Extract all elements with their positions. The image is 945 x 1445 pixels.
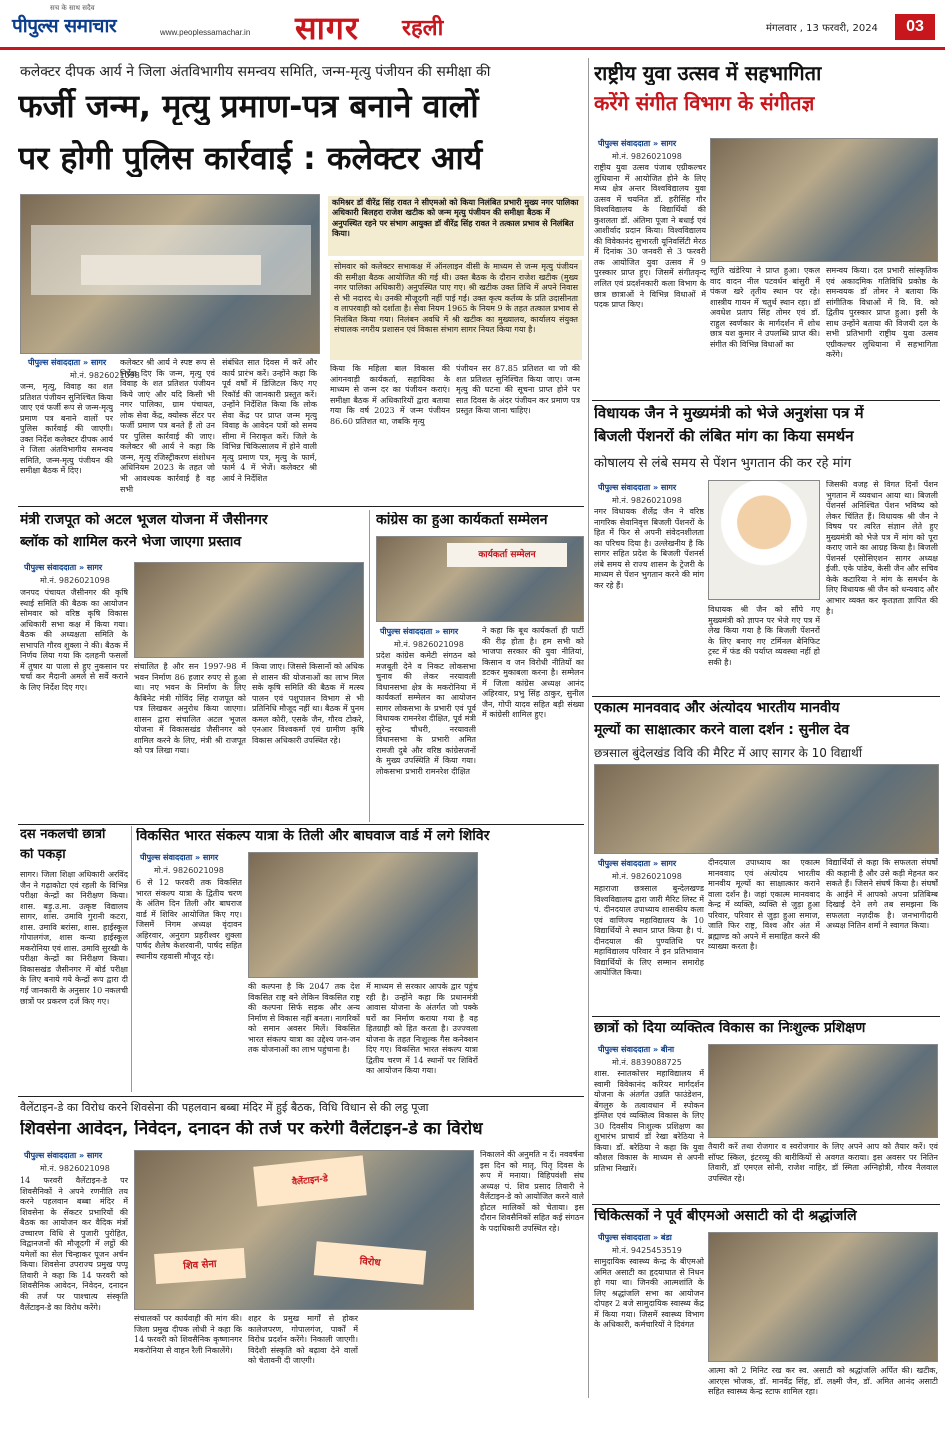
- congress-mobile: मो.नं. 9826021098: [394, 640, 464, 649]
- pension-body-col-2: विधायक श्री जैन को सौंपे गए मुख्यमंत्री को ज्ञापन पर भेजे गए पत्र में लेख किया गया है कि बिजली पेंशनरों के लिए बनाए गए टर्मिनल बेनिफिट ट्रस्ट में फंड की पर्याप्त व्यवस्था नहीं हो सकी है।: [708, 605, 820, 667]
- training-headline: छात्रों को दिया व्यक्तित्व विकास का निःशुल्क प्रशिक्षण: [594, 1020, 866, 1036]
- ekatm-felicitation-photo: [594, 764, 939, 854]
- pension-headline-2: बिजली पेंशनरों की लंबित मांग का किया समर्थन: [594, 428, 854, 445]
- section-divider: [18, 824, 584, 825]
- atal-body-col-2: संचालित है और सन 1997-98 में भवन निर्माण 86 हजार रुपए से हुआ था। नए भवन के निर्माण के लिए कैबिनेट मंत्री गोविंद सिंह राजपूत को पत्र लिखकर अनुरोध किया जाएगा। शासन द्वारा संचालित अटल भूजल योजना में विकासखंड जैसीनगर को शामिल करने के लिए, मंत्री श्री राजपूत को पत्र लिखा गया।: [134, 662, 246, 756]
- viksit-byline: पीपुल्स संवाददाता » सागर: [140, 853, 219, 862]
- youth-body-col-3: समन्वय किया। दल प्रभारी सांस्कृतिक एवं अकादमिक गतिविधि प्रकोष्ठ के समन्वयक डॉ तोमर ने बताया कि सांगीतिक विधाओं में वि. वि. को द्वितीय पुरस्कार प्राप्त हुआ। इसी के साथ उन्होंने बताया की विजयी दल के सभी प्रतिभागी राष्ट्रीय युवा उत्सव एग्रीकल्चर लुधियाना में सहभागिता करेंगे।: [826, 266, 938, 360]
- lead-meeting-photo: [20, 194, 320, 354]
- lead-body-col-5: किया कि महिला बाल विकास की आंगनवाड़ी कार्यकर्ता, सहायिका के माध्यम से जन्म दर का पंजीयन कराएं। समीक्षा बैठक में अधिकारियों द्वारा बताया गया कि वर्ष 2023 में जन्म पंजीयन 86.60 प्रतिशत था, जबकि मृत्यु: [330, 364, 450, 426]
- ekatm-headline-1: एकात्म मानववाद और अंत्योदय भारतीय मानवीय: [594, 700, 840, 716]
- congress-headline: कांग्रेस का हुआ कार्यकर्ता सम्मेलन: [376, 512, 548, 528]
- youth-body-col-1: राष्ट्रीय युवा उत्सव पंजाब एग्रीकल्चर लुधियाना में आयोजित होने के लिए मध्य क्षेत्र अन्तर विश्वविद्यालय युवा उत्सव में चयनित डॉ. हरीसिंह गौर विश्वविद्यालय के विद्यार्थियों की कुशलता डॉ. अंतिमा पूजा ने बधाई एवं आशीर्वाद प्रदान किया। विश्वविद्यालय की विवेकानंद सुभारती यूनिवर्सिटी मेरठ में दिनांक 30 जनवरी से 3 फरवरी तक आयोजित युवा उत्सव में 9 पुरस्कार प्राप्त हुए। जिसमें संगीतवृन्द ललित एवं प्रदर्शनकारी कला विभाग के छात्र छात्राओं ने विभिन्न विधाओं में पदक प्राप्त किए।: [594, 163, 706, 310]
- atal-body-col-3: किया जाए। जिससे किसानों को अधिक से शासन की योजनाओं का लाभ मिल सके कृषि समिति की बैठक में मत्स्य पालन एवं पशुपालन विभाग से भी प्रतिनिधि मौजूद नहीं था। बैठक में पुनम कमल कोरी, एसके जैन, गौरव टोकरे, एनआर विश्वकर्मा एवं ग्रामीण कृषि विकास अधिकारी उपस्थित रहे।: [252, 662, 364, 745]
- protest-sign-2: शिव सेना: [154, 1248, 246, 1284]
- lead-body-col-4: सोमवार को कलेक्टर सभाकक्ष में ऑनलाइन वीसी के माध्यम से जन्म मृत्यु पंजीयन की समीक्षा बैठक आयोजित की गई थी। उक्त बैठक के दौरान राजेश खटीक (मुख्य नगर पालिका अधिकारी) अनुपस्थित पाए गए। श्री खटीक उक्त तिथि में अपने निवास से भी नदारद थे। उनकी मौजूदगी नहीं पाई गई। उक्त कृत्य कर्तव्य के प्रति उदासीनता व लापरवाही को दर्शाता है। सेवा नियम 1965 के नियम 9 के तहत तत्काल प्रभाव से निलंबित किया गया। निलंबन अवधि में श्री खटीक का मुख्यालय, कार्यालय संयुक्त संचालक नगरीय प्रशासन एवं विकास संभाग सागर नियत किया गया है।: [330, 260, 582, 360]
- ekatm-mobile: मो.नं. 9826021098: [612, 872, 682, 881]
- tribute-byline: पीपुल्स संवाददाता » बंडा: [598, 1233, 672, 1242]
- section-divider: [18, 1096, 584, 1097]
- congress-body-col-2: ने कहा कि बूथ कार्यकर्ता ही पार्टी की रीढ़ होता है। हम सभी को भाजपा सरकार की युवा नीतियां, किसान व जन विरोधी नीतियों का डटकर मुकाबला करना है। सम्मेलन में जिला कांग्रेस अध्यक्ष आनंद अहिरवार, प्रभु सिंह ठाकुर, सुनील जैन, गोपी यादव सहित बड़ी संख्या में कांग्रेसी शामिल हुए।: [482, 626, 584, 720]
- atal-headline-2: ब्लॉक को शामिल करने भेजा जाएगा प्रस्ताव: [20, 534, 242, 550]
- brand-tagline: सच के साथ सदैव: [50, 4, 95, 12]
- valentine-body-col-1: 14 फरवरी वैलेंटाइन-डे पर शिवसैनिकों ने अपने रणनीति तय करने पहलवान बब्बा मंदिर में शिवसेना के सेंकटर प्रभारियों की बैठक का आयोजन कर वैदिक मंत्रों उच्चारण विधि से पुजारी पुरोहित, विद्वानजनों की मौजूदगी में लट्ठों की यमेलों का सेल चिन्हाकर पूजन अर्चन किया। शिवसेना उपराज्य प्रमुख पप्पू तिवारी ने कहा कि 14 फरवरी को शिवसैनिक आवेदन, निवेदन, दनादन की तर्ज पर पाश्चात्य संस्कृति वैलेंटाइन-डे का विरोध करेंगे।: [20, 1176, 128, 1312]
- tribute-body-col-2: आत्मा को 2 मिनिट रख कर स्व. असाटी को श्रद्धांजलि अर्पित की। खटीक, आरएस भोजक, डॉ. मानवेंद्र सिंह, डॉ. लक्ष्मी जैन, डॉ. अमित आनंद असाटी सहित स्वास्थ्य केन्द्र स्टाफ शामिल रहा।: [708, 1366, 938, 1397]
- atal-mobile: मो.नं. 9826021098: [40, 576, 110, 585]
- brand-logo: पीपुल्स समाचार: [12, 15, 117, 37]
- tribute-gathering-photo: [708, 1232, 938, 1362]
- viksit-body-col-1: 6 से 12 फरवरी तक विकसित भारत संकल्प यात्रा के द्वितीय चरण के अंतिम दिन तिली और बाघराज वार्ड में शिविर आयोजित किए गए। जिसमें निगम अध्यक्ष वृंदावन अहिरवार, अनुराग प्रहरीश्वर शुक्ला पार्षद शैलेष केशरवानी, पार्षद सहित स्थानीय रहवासी मौजूद रहे।: [136, 878, 242, 961]
- tribute-body-col-1: सामुदायिक स्वास्थ्य केन्द्र के बीएमओ अमित असाटी का हृदयाघात से निधन हो गया था। जिनकी आत्मशांति के लिए श्रद्धांजलि सभा का आयोजन दोपहर 2 बजे सामुदायिक स्वास्थ्य केंद्र में किया गया। जिसमें स्वास्थ्य विभाग के अधिकारी, कर्मचारियों ने दिवंगत: [594, 1257, 704, 1330]
- viksit-body-col-3: में माध्यम से सरकार आपके द्वार पहुंच रही है। उन्होंने कहा कि प्रधानमंत्री आवास योजना के अंतर्गत जो पक्के घरों का निर्माण कराया गया है वह हितग्राही को हित करता है। उज्ज्वला योजना के तहत निःशुल्क गैस कनेक्शन दिए गए। विकसित भारत संकल्प यात्रा द्वितीय चरण में 14 स्थानों पर शिविरों का आयोजन किया गया।: [366, 982, 478, 1076]
- column-divider: [369, 510, 370, 822]
- ekatm-subhead: छत्रसाल बुंदेलखंड विवि की मैरिट में आए सागर के 10 विद्यार्थी: [594, 746, 862, 760]
- edition-title: सागर: [295, 9, 360, 47]
- lead-kicker: कलेक्टर दीपक आर्य ने जिला अंतविभागीय समन्वय समिति, जन्म-मृत्यु पंजीयन की समीक्षा की: [20, 64, 491, 80]
- valentine-kicker: वैलेंटाइन-डे का विरोध करने शिवसेना की पहलवान बब्बा मंदिर में हुई बैठक, विधि विधान से की लट्ठ पूजा: [20, 1101, 429, 1114]
- fake-headline-2: को पकड़ा: [20, 848, 66, 862]
- valentine-protest-photo: [134, 1150, 474, 1310]
- lead-body-col-2: कलेक्टर श्री आर्य ने स्पष्ट रूप से निर्देश दिए कि जन्म, मृत्यु एवं विवाह के शत प्रतिशत पंजीयन किये जाएं और यदि किसी भी नगर पालिका, ग्राम पंचायत, लोक सेवा केंद्र, क्योस्क सेंटर पर फर्जी प्रमाण पत्र बनते हैं तो उन पर पुलिस कार्रवाई की जाए। कलेक्टर श्री आर्य ने कहा कि जन्म, मृत्यु रजिस्ट्रीकरण संशोधन अधिनियम 2023 के तहत जो भी आवश्यक कार्रवाई है वह सभी: [120, 358, 215, 494]
- section-divider: [592, 1016, 940, 1017]
- ekatm-body-col-2: दीनदयाल उपाध्याय का एकात्म मानववाद एवं अंत्योदय भारतीय मानवीय मूल्यों का साक्षात्कार कराने वाला दर्शन है। जहां एकात्म मानववाद केन्द्र में व्यक्ति, व्यक्ति से जुड़ा हुआ परिवार, परिवार से जुड़ा हुआ समाज, जाति फिर राष्ट्र, विश्व और अंत में ब्रह्माण्ड को अपने में समाहित करने की व्याख्या करता है।: [708, 858, 820, 952]
- lead-body-col-3: संबंधित सात दिवस में करें और कार्य प्रारंभ करें। उन्होंने कहा कि पूर्व वर्षों में डिजिटल किए गए रिकॉर्ड की जानकारी प्रस्तुत करें। उन्होंने निर्देशित किया कि लोक सेवा केंद्र पर प्राप्त जन्म मृत्यु विवाह के आवेदन पत्रों को समय सीमा में निराकृत करें। जिले के विभिन्न चिकित्सालय में होने वाली मृत्यु प्रमाण पत्र, मृत्यु के फार्म, फार्म 4 में भेजें। कलेक्टर श्री आर्य ने निर्देशित: [222, 358, 317, 484]
- protest-sign-3: विरोध: [314, 1241, 427, 1284]
- lead-headline-1: फर्जी जन्म, मृत्यु प्रमाण-पत्र बनाने वालों: [18, 88, 479, 125]
- viksit-mobile: मो.नं. 9826021098: [154, 866, 224, 875]
- congress-banner: कार्यकर्ता सम्मेलन: [447, 543, 567, 567]
- ekatm-headline-2: मूल्यों का साक्षात्कार करने वाला दर्शन : सुनील देव: [594, 722, 850, 738]
- atal-headline-1: मंत्री राजपूत को अटल भूजल योजना में जैसीनगर: [20, 512, 268, 528]
- section-divider: [592, 696, 940, 697]
- congress-body-col-1: प्रदेश कांग्रेस कमेटी संगठन को मजबूती देने व निकट लोकसभा चुनाव की लेकर नरयावली विधानसभा क्षेत्र के मकरोनिया में कार्यकर्ता सम्मेलन का आयोजन सागर लोकसभा के प्रभारी एवं पूर्व विधायक रामनरेश दीक्षित, पूर्व मंत्री सुरेन्द्र चौधरी, नरयावली विधानसभा के प्रभारी अमित रामजी दुबे और वरिष्ठ कांग्रेसजनों के मुख्य उपस्थिति में किया गया। लोकसभा प्रभारी रामनरेश दीक्षित: [376, 651, 476, 777]
- pension-byline: पीपुल्स संवाददाता » सागर: [598, 483, 677, 492]
- section-divider: [18, 506, 584, 507]
- valentine-body-col-3: शहर के प्रमुख मार्गों से होकर कालेजपरण, गोपालगंज, पार्कों में विरोध प्रदर्शन करेंगे। निकाली जाएगी। विदेशी संस्कृति को बढ़ावा देने वालों को चेतावनी दी जाएगी।: [248, 1314, 358, 1366]
- youth-group-photo: [710, 138, 938, 262]
- fake-body: सागर। जिला शिक्षा अधिकारी अरविंद जैन ने गढ़ाकोटा एवं रहली के विभिन्न परीक्षा केन्द्रों का निरीक्षण किया। शास. बड़ु.उ.मा. उत्कृष्ट विद्यालय सागर, शास. उमावि गुरानी कटरा, शास. उमावि बरांसा, शास. हाईस्कूल गोपालगंज, शास कन्या हाईस्कूल मकरोनिया एवं शास. उमावि सुरखी के परीक्षा केन्द्रों का निरीक्षण किया। विकासखंड जैसीनगर में बोर्ड परीक्षा के लिए बनाये गये केन्द्रों रूप द्वारा दी गई जानकारी के अनुसार 10 नकलची छात्रों पर प्रकरण दर्ज किए गए।: [20, 870, 128, 1006]
- valentine-mobile: मो.नं. 9826021098: [40, 1164, 110, 1173]
- youth-mobile: मो.नं. 9826021098: [612, 152, 682, 161]
- pension-mobile: मो.नं. 9826021098: [612, 496, 682, 505]
- viksit-camp-photo: [248, 852, 478, 978]
- lead-headline-2: पर होगी पुलिस कार्रवाई : कलेक्टर आर्य: [18, 140, 483, 177]
- training-byline: पीपुल्स संवाददाता » बीना: [598, 1045, 675, 1054]
- pension-headline-1: विधायक जैन ने मुख्यमंत्री को भेजे अनुशंसा पत्र में: [594, 405, 864, 422]
- pension-subhead: कोषालय से लंबे समय से पेंशन भुगतान की कर रहे मांग: [594, 456, 852, 471]
- atal-committee-photo: [134, 562, 364, 658]
- valentine-body-col-2: संचालकों पर कार्यवाही की मांग की। जिला प्रमुख दीपक लोधी ने कहा कि 14 फरवरी को शिवसैनिक कृष्णानगर मकरोनिया से वाहन रैली निकालेंगे।: [134, 1314, 242, 1355]
- atal-body-col-1: जनपद पंचायत जैसीनगर की कृषि स्थाई समिति की बैठक का आयोजन सोमवार को वरिष्ठ कृषि विकास अधिकारी सभा कक्ष में किया गया। बैठक की अध्यक्षता समिति के सभापति गौरव शुक्ला ने की। बैठक में निर्णय लिया गया कि दलहनी फसलों में तुषार या पाला से हुए नुकसान पर चर्चा कर मैदानी अमले से सर्वे कराने के लिए निर्देश दिए गए।: [20, 588, 128, 692]
- tribute-mobile: मो.नं. 9425453519: [612, 1246, 682, 1255]
- lead-body-col-1: जन्म, मृत्यु, विवाह का शत प्रतिशत पंजीयन सुनिश्चित किया जाए एवं फर्जी रूप से जन्म-मृत्यु प्रमाण पत्र बनाने वालों पर पुलिस कार्रवाई की जाएगी। उक्त निर्देश कलेक्टर दीपक आर्य ने जिला अंतविभागीय समन्वय समिति, जन्म-मृत्यु पंजीयन की समीक्षा बैठक में दिए।: [20, 382, 113, 476]
- ekatm-body-col-1: महाराजा छत्रसाल बुन्देलखण्ड विश्वविद्यालय द्वारा जारी मैरिट लिस्ट में पं. दीनदयाल उपाध्याय शासकीय कला एवं वाणिज्य महाविद्यालय के 10 विद्यार्थियों ने स्थान प्राप्त किया है। पं. दीनदयाल की पुण्यतिथि पर महाविद्यालय परिवार ने इन प्रतिभावान विद्यार्थियों के लिए सम्मान समारोह आयोजित किया।: [594, 884, 704, 978]
- pension-body-col-3: जिसकी वजह से विगत दिनों पेंशन भुगतान में व्यवधान आया था। बिजली पेंशनर्स अनिश्चित पेंशन भविष्य को लेकर चिंतित हैं। विधायक श्री जैन ने विषय पर त्वरित संज्ञान लेते हुए मुख्यमंत्री को भेजे पत्र में मांग को पूरा कराए जाने का आग्रह किया है। बिजली पेंशनर्स एसोसिएशन सागर अध्यक्ष ईजी. एके पांडेय, केसी जैन और सचिव केके कटारिया ने मांग के समर्थन के लिए विधायक श्री जैन को धन्यवाद और आभार व्यक्त कर कृतज्ञता ज्ञापित की है।: [826, 480, 938, 616]
- valentine-headline: शिवसेना आवेदन, निवेदन, दनादन की तर्ज पर करेगी वैलेंटाइन-डे का विरोध: [20, 1120, 483, 1139]
- mla-portrait: [708, 480, 820, 600]
- youth-headline-2: करेंगे संगीत विभाग के संगीतज्ञ: [594, 92, 815, 115]
- lead-highlight-box: कमिश्नर डॉ वीरेंद्र सिंह रावत ने सीएमओ को किया निलंबित प्रभारी मुख्य नगर पालिका अधिकारी बिलहरा राजेश खटीक को जन्म मृत्यु पंजीयन की समीक्षा बैठक में अनुपस्थित रहने पर संभाग आयुक्त डॉ वीरेंद्र सिंह रावत ने तत्काल प्रभाव से निलंबित किया।: [328, 196, 584, 256]
- training-classroom-photo: [708, 1044, 938, 1138]
- training-body-col-1: शास. स्नातकोत्तर महाविद्यालय में स्वामी विवेकानंद करियर मार्गदर्शन योजना के अंतर्गत उन्नति फाउंडेशन, बेंगलुरु के तत्वावधान में स्पोकन इंग्लिश एवं व्यक्तित्व विकास के लिए 30 दिवसीय निःशुल्क प्रशिक्षण का शुभारंभ प्राचार्य डॉ रेखा बरेठिया ने किया। डॉ. बरेठिया ने कहा कि युवा कौशल विकास के माध्यम से अपनी प्रतिभा निखारें।: [594, 1069, 704, 1173]
- pension-body-col-1: नगर विधायक शैलेंद्र जैन ने वरिष्ठ नागरिक सेवानिवृत्त बिजली पेंशनरों के हित में फिर से अपनी संवेदनशीलता का परिचय दिया है। उल्लेखनीय है कि सागर सहित प्रदेश के बिजली पेंशनर्स लंबे समय से राज्य शासन के ट्रेजरी के माध्यम से पेंशन भुगतान करने की मांग कर रहे हैं।: [594, 507, 704, 590]
- issue-date: मंगलवार , 13 फरवरी, 2024: [766, 23, 878, 34]
- training-body-col-2: तैयारी करें तथा रोजगार व स्वरोजगार के लिए अपने आप को तैयार करें। एवं सॉफ्ट स्किल, इंटरव्यू की बारीकियों से अवगत कराया। इस अवसर पर नितिन तिवारी, डॉ एमएल सोनी, राजेश नाहिर, डॉ स्मिता अग्निहोत्री, गौरव नैलवाल उपस्थित रहे।: [708, 1142, 938, 1183]
- column-divider: [588, 58, 589, 1398]
- lead-mobile: मो.नं. 9826021098: [70, 371, 140, 380]
- youth-headline-1: राष्ट्रीय युवा उत्सव में सहभागिता: [594, 62, 822, 85]
- lead-body-col-6: पंजीयन सर 87.85 प्रतिशत था जो की शत प्रतिशत सुनिश्चित किया जाए। जन्म मृत्यु की घटना की सूचना प्राप्त होने पर सात दिवस के अंदर पंजीयन कर प्रमाण पत्र प्रस्तुत किया जाना चाहिए।: [456, 364, 580, 416]
- valentine-body-col-4: निकालने की अनुमति न दें। नववर्षना इस दिन को मातृ, पितृ दिवस के रूप में मनाया। विहिपवंशी संघ अध्यक्ष पं. शिव प्रसाद तिवारी ने वैलेंटाइन-डे को आयोजित करने वाले होटल मालिकों को चेताया। इस दौरान शिवसैनिकों सहित कई संगठन के पदाधिकारी उपस्थित रहे।: [480, 1150, 584, 1233]
- section-divider: [592, 400, 940, 401]
- protest-sign-1: वैलेंटाइन-डे: [253, 1155, 367, 1206]
- youth-byline: पीपुल्स संवाददाता » सागर: [598, 139, 677, 148]
- congress-stage-photo: [376, 536, 584, 622]
- lead-byline: पीपुल्स संवाददाता » सागर: [28, 358, 107, 367]
- valentine-byline: पीपुल्स संवाददाता » सागर: [24, 1151, 103, 1160]
- tribute-headline: चिकित्सकों ने पूर्व बीएमओ असाटी को दी श्रद्धांजलि: [594, 1208, 857, 1224]
- viksit-body-col-2: की कल्पना है कि 2047 तक देश विकसित राष्ट्र बने लेकिन विकसित राष्ट्र की कल्पना सिर्फ सड़क और अन्य निर्माण से विकास नहीं बनता। नागरिकों को समान अवसर मिलें। विकसित भारत संकल्प यात्रा का उद्देश्य जन-जन तक योजनाओं का लाभ पहुंचाना है।: [248, 982, 360, 1055]
- column-divider: [131, 826, 132, 1092]
- viksit-headline: विकसित भारत संकल्प यात्रा के तिली और बाघवाज वार्ड में लगे शिविर: [136, 828, 490, 844]
- edition-subtitle: रहली: [402, 16, 444, 41]
- ekatm-body-col-3: विद्यार्थियों से कहा कि सफलता संघर्षों की कहानी है और उसे कड़ी मेहनत कर सकते हैं। जिसने संघर्ष किया है। संघर्षों के आईने में आपको अपना प्रतिबिम्ब दिखाई देने लगे तब समझना कि सफलता नज़दीक है। जनभागीदारी अध्यक्ष नितिन शर्मा ने स्वागत किया।: [826, 858, 938, 931]
- youth-body-col-2: स्तुति खंडेरिया ने प्राप्त हुआ। एकल वाद वादन नील पटवर्धन बांसुरी में पंकज खरे तृतीय स्थान पर रहे। शास्त्रीय गायन में चतुर्थ स्थान रहा। डॉ अवधेश प्रताप सिंह तोमर एवं डॉ. राहुल स्वर्णकार के मार्गदर्शन में शोध छात्र यश कुमार ने उपलब्धि प्राप्त की। संगीत की विभिन्न विधाओं का: [710, 266, 820, 349]
- ekatm-byline: पीपुल्स संवाददाता » सागर: [598, 859, 677, 868]
- congress-byline: पीपुल्स संवाददाता » सागर: [380, 627, 459, 636]
- page-number: 03: [895, 14, 935, 40]
- training-mobile: मो.नं. 8839088725: [612, 1058, 682, 1067]
- atal-byline: पीपुल्स संवाददाता » सागर: [24, 563, 103, 572]
- section-divider: [592, 1204, 940, 1205]
- site-url[interactable]: www.peoplessamachar.in: [160, 28, 251, 37]
- fake-headline-1: दस नकलची छात्रों: [20, 828, 106, 842]
